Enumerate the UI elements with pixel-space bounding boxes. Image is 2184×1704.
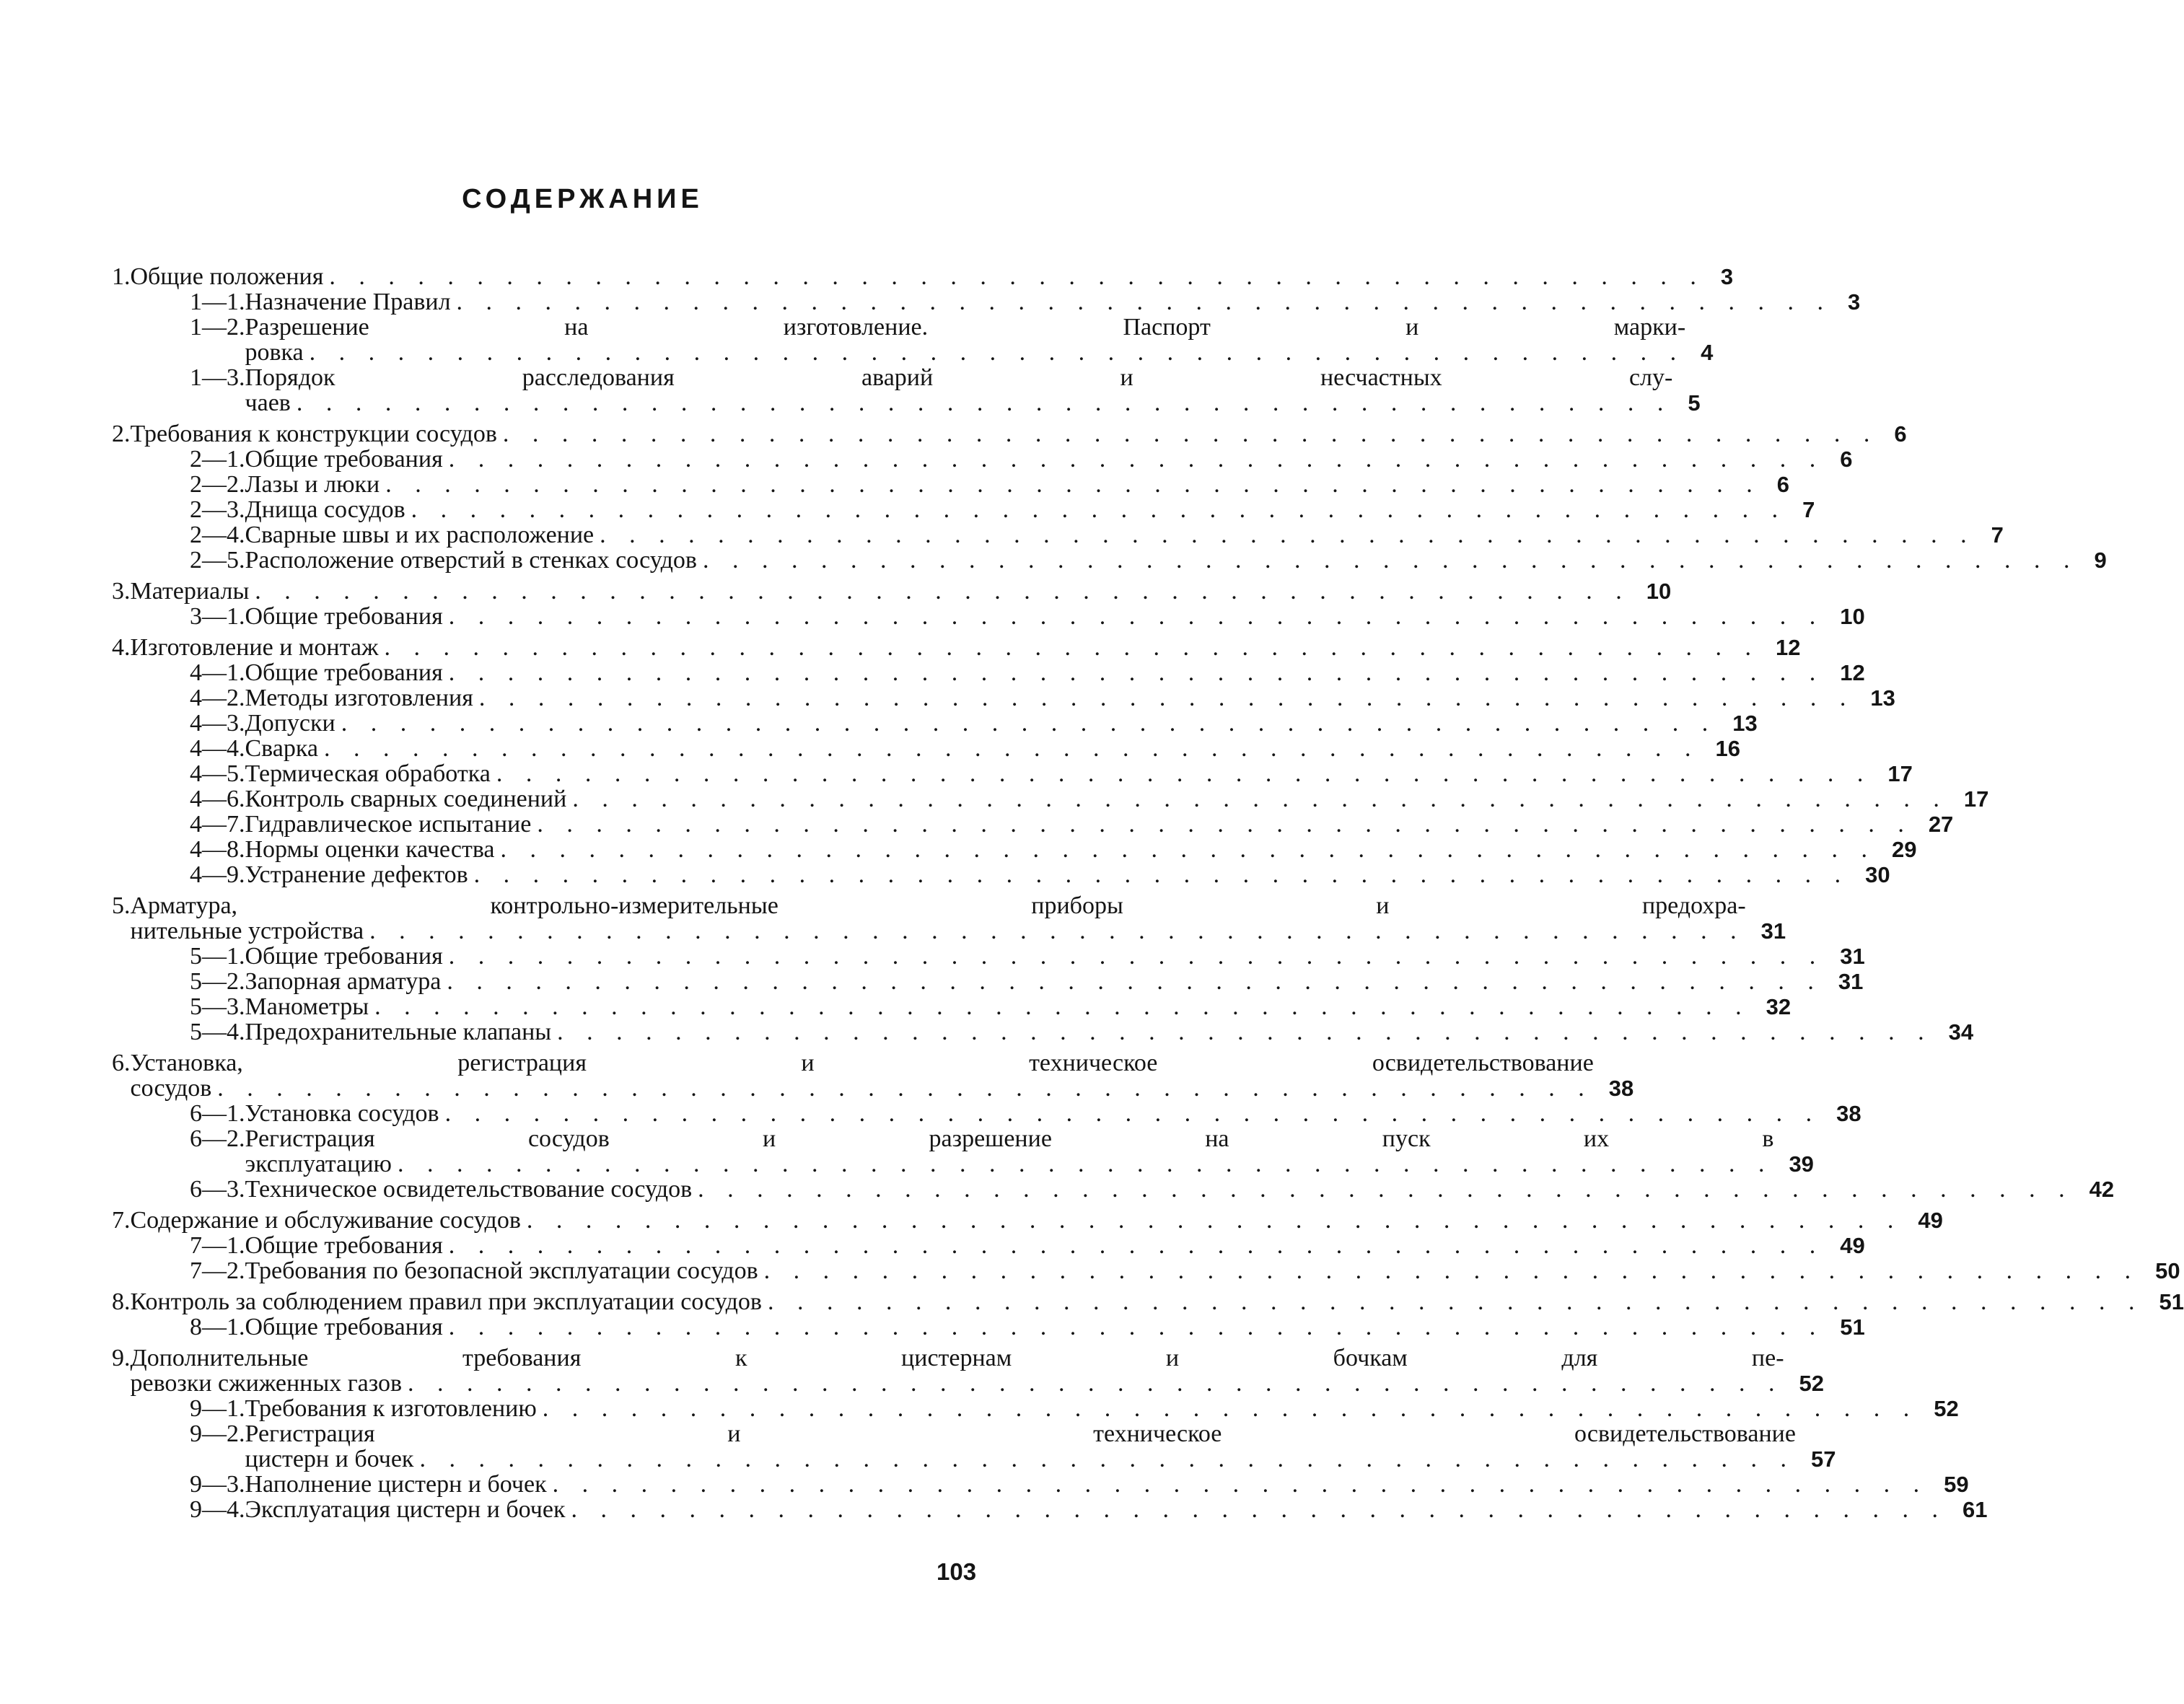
toc-entry-title: Изготовление и монтаж [130, 634, 379, 661]
toc-entry-page: 31 [1840, 944, 1865, 969]
dot-leader: . . . . . . . . . . . . . . . . . . . . . . . . . . . . . . . . . . . . . . . . . . . . . . . [502, 421, 1879, 447]
toc-entry-number: 2—1. [190, 446, 245, 473]
toc-entry-number: 7—2. [190, 1257, 245, 1284]
toc-entry-title: Общие положения [130, 263, 324, 290]
toc-section-entry [112, 892, 1786, 944]
toc-entry-title: Порядок расследования аварий и несчастных слу- [245, 364, 1673, 391]
toc-entry-page: 7 [1991, 522, 2004, 548]
toc-entry-number: 6—3. [190, 1176, 245, 1203]
dot-leader: . . . . . . . . . . . . . . . . . . . . . . . . . . . . . . . . . . . . . . . . . . . . . . . [478, 685, 1855, 711]
toc-entry-title: Техническое освидетельствование сосудов [245, 1176, 693, 1203]
toc-entry-number: 5—4. [190, 1019, 245, 1045]
dot-leader: . . . . . . . . . . . . . . . . . . . . . . . . . . . . . . . . . . . . . . . . . . . . . . . [341, 710, 1717, 737]
toc-entry-number: 5—2. [190, 968, 245, 995]
toc-subsection-entry [112, 811, 1954, 838]
toc-entry-title: Регистрация сосудов и разрешение на пуск их в [245, 1125, 1774, 1152]
toc-entry-title: Допуски [245, 710, 336, 737]
toc-entry-page: 4 [1701, 340, 1714, 365]
toc-entry-title: Установка сосудов [245, 1100, 439, 1127]
toc-entry-page: 51 [2159, 1289, 2184, 1314]
toc-entry-number: 7. [112, 1207, 131, 1234]
toc-entry-title-continued: эксплуатацию [245, 1151, 392, 1177]
dot-leader: . . . . . . . . . . . . . . . . . . . . . . . . . . . . . . . . . . . . . . . . . . . . . . . [557, 1019, 1933, 1045]
toc-subsection-entry [112, 289, 1861, 315]
toc-entry-number: 3. [112, 578, 131, 605]
toc-entry-title-continued: сосудов [130, 1075, 212, 1102]
toc-entry-number: 4—1. [190, 659, 245, 686]
toc-entry-page: 59 [1944, 1472, 1969, 1497]
dot-leader: . . . . . . . . . . . . . . . . . . . . . . . . . . . . . . . . . . . . . . . . . . . . . . . [500, 836, 1877, 863]
toc-subsection-entry [112, 943, 1865, 970]
toc-entry-number: 9—1. [190, 1395, 245, 1422]
toc-subsection-entry [112, 1314, 1865, 1340]
toc-entry-page: 32 [1766, 994, 1792, 1019]
dot-leader: . . . . . . . . . . . . . . . . . . . . . . . . . . . . . . . . . . . . . . . . . . . . . . . [384, 634, 1760, 661]
toc-entry-title: Нормы оценки качества [245, 836, 495, 863]
toc-entry-title: Днища сосудов [245, 496, 405, 523]
toc-entry-title: Сварные швы и их расположение [245, 522, 595, 548]
toc-entry-title: Требования по безопасной эксплуатации сосудов [245, 1257, 758, 1284]
dot-leader: . . . . . . . . . . . . . . . . . . . . . . . . . . . . . . . . . . . . . . . . . . . . . . . [448, 603, 1825, 630]
toc-entry-page: 10 [1840, 604, 1865, 629]
toc-entry-title: Методы изготовления [245, 685, 473, 711]
toc-subsection-entry [112, 471, 1789, 498]
toc-subsection-entry [112, 1019, 1974, 1045]
toc-entry-title: Эксплуатация цистерн и бочек [245, 1496, 566, 1523]
toc-entry-number: 2—4. [190, 522, 245, 548]
toc-entry-number: 1—3. [190, 364, 245, 391]
dot-leader: . . . . . . . . . . . . . . . . . . . . . . . . . . . . . . . . . . . . . . . . . . . . . . . [537, 811, 1913, 838]
toc-entry-number: 2—5. [190, 547, 245, 574]
toc-entry-title: Общие требования [245, 1314, 443, 1340]
dot-leader: . . . . . . . . . . . . . . . . . . . . . . . . . . . . . . . . . . . . . . . . . . . . . . . [329, 263, 1705, 290]
toc-subsection-entry [112, 710, 1758, 737]
toc-entry-page: 10 [1646, 579, 1672, 604]
toc-entry-title: Лазы и люки [245, 471, 380, 498]
table-of-contents [112, 263, 2184, 1523]
toc-subsection-entry [112, 496, 1815, 523]
toc-subsection-entry [112, 735, 1740, 762]
toc-entry-page: 6 [1894, 421, 1907, 447]
toc-entry-title: Контроль сварных соединений [245, 786, 567, 812]
toc-entry-number: 9—3. [190, 1471, 245, 1498]
toc-entry-number: 1—2. [190, 314, 245, 341]
toc-subsection-entry [112, 1395, 1959, 1422]
toc-subsection-entry [112, 786, 1989, 812]
toc-subsection-entry [112, 760, 1913, 787]
toc-entry-page: 30 [1865, 862, 1890, 887]
toc-entry-title: Предохранительные клапаны [245, 1019, 552, 1045]
toc-subsection-entry [112, 1496, 1988, 1523]
dot-leader: . . . . . . . . . . . . . . . . . . . . . . . . . . . . . . . . . . . . . . . . . . . . . . . [448, 1314, 1825, 1340]
toc-subsection-entry [112, 861, 1890, 888]
toc-entry-page: 39 [1789, 1151, 1814, 1177]
dot-leader: . . . . . . . . . . . . . . . . . . . . . . . . . . . . . . . . . . . . . . . . . . . . . . . [444, 1100, 1821, 1127]
toc-entry-number: 4—7. [190, 811, 245, 838]
dot-leader: . . . . . . . . . . . . . . . . . . . . . . . . . . . . . . . . . . . . . . . . . . . . . . . [526, 1207, 1903, 1234]
toc-entry-number: 3—1. [190, 603, 245, 630]
toc-entry-number: 9—2. [190, 1420, 245, 1447]
toc-entry-title: Установка, регистрация и техническое освидетельствование [130, 1050, 1594, 1076]
dot-leader: . . . . . . . . . . . . . . . . . . . . . . . . . . . . . . . . . . . . . . . . . . . . . . . [698, 1176, 2074, 1203]
toc-entry-title: Расположение отверстий в стенках сосудов [245, 547, 697, 574]
toc-entry-number: 7—1. [190, 1232, 245, 1259]
toc-entry-page: 12 [1775, 635, 1801, 660]
toc-subsection-entry [112, 522, 2004, 548]
toc-entry-page: 50 [2155, 1258, 2180, 1283]
toc-entry-page: 13 [1870, 685, 1895, 711]
toc-entry-title-continued: нительные устройства [130, 918, 364, 944]
toc-subsection-entry [112, 685, 1895, 711]
toc-entry-number: 4—5. [190, 760, 245, 787]
toc-entry-page: 51 [1840, 1314, 1865, 1340]
toc-entry-title: Назначение Правил [245, 289, 451, 315]
dot-leader: . . . . . . . . . . . . . . . . . . . . . . . . . . . . . . . . . . . . . . . . . . . . . . . [571, 1496, 1947, 1523]
toc-entry-title: Общие требования [245, 659, 443, 686]
toc-entry-page: 3 [1720, 264, 1734, 289]
toc-entry-title: Гидравлическое испытание [245, 811, 532, 838]
toc-entry-number: 8—1. [190, 1314, 245, 1340]
toc-entry-number: 1—1. [190, 289, 245, 315]
toc-entry-number: 6. [112, 1050, 131, 1076]
toc-entry-number: 4—2. [190, 685, 245, 711]
toc-subsection-entry [112, 1176, 2115, 1203]
dot-leader: . . . . . . . . . . . . . . . . . . . . . . . . . . . . . . . . . . . . . . . . . . . . . . . [542, 1395, 1918, 1422]
toc-entry-page: 7 [1802, 497, 1815, 522]
toc-entry-number: 2—2. [190, 471, 245, 498]
toc-section-entry [112, 1345, 1825, 1397]
dot-leader: . . . . . . . . . . . . . . . . . . . . . . . . . . . . . . . . . . . . . . . . . . . . . . . [408, 1370, 1784, 1397]
dot-leader: . . . . . . . . . . . . . . . . . . . . . . . . . . . . . . . . . . . . . . . . . . . . . . . [296, 390, 1672, 416]
dot-leader: . . . . . . . . . . . . . . . . . . . . . . . . . . . . . . . . . . . . . . . . . . . . . . . [702, 547, 2079, 574]
dot-leader: . . . . . . . . . . . . . . . . . . . . . . . . . . . . . . . . . . . . . . . . . . . . . . . [448, 1232, 1825, 1259]
dot-leader: . . . . . . . . . . . . . . . . . . . . . . . . . . . . . . . . . . . . . . . . . . . . . . . [456, 289, 1833, 315]
toc-entry-title: Регистрация и техническое освидетельствование [245, 1420, 1796, 1447]
dot-leader: . . . . . . . . . . . . . . . . . . . . . . . . . . . . . . . . . . . . . . . . . . . . . . . [552, 1471, 1929, 1498]
toc-subsection-entry [112, 968, 1864, 995]
dot-leader: . . . . . . . . . . . . . . . . . . . . . . . . . . . . . . . . . . . . . . . . . . . . . . . [447, 968, 1823, 995]
toc-entry-title: Устранение дефектов [245, 861, 468, 888]
toc-entry-number: 5—1. [190, 943, 245, 970]
toc-entry-number: 4—4. [190, 735, 245, 762]
toc-entry-page: 6 [1776, 472, 1789, 497]
toc-entry-page: 38 [1608, 1076, 1634, 1101]
toc-entry-title-continued: ровка [245, 339, 304, 366]
toc-entry-title: Требования к конструкции сосудов [130, 421, 497, 447]
toc-entry-number: 4. [112, 634, 131, 661]
toc-subsection-entry [112, 1232, 1865, 1259]
toc-entry-page: 9 [2094, 548, 2107, 573]
toc-entry-title: Сварка [245, 735, 318, 762]
toc-entry-number: 6—2. [190, 1125, 245, 1152]
dot-leader: . . . . . . . . . . . . . . . . . . . . . . . . . . . . . . . . . . . . . . . . . . . . . . . [323, 735, 1700, 762]
toc-entry-title: Содержание и обслуживание сосудов [130, 1207, 521, 1234]
toc-subsection-entry [112, 547, 2107, 574]
toc-entry-page: 61 [1962, 1497, 1988, 1522]
toc-entry-page: 38 [1836, 1101, 1861, 1126]
toc-entry-number: 4—6. [190, 786, 245, 812]
toc-entry-page: 31 [1838, 969, 1864, 994]
toc-entry-page: 49 [1918, 1208, 1943, 1233]
toc-entry-title: Арматура, контрольно-измерительные приборы и предохра- [130, 892, 1746, 919]
toc-entry-number: 9—4. [190, 1496, 245, 1523]
toc-entry-title: Дополнительные требования к цистернам и бочкам для пе- [130, 1345, 1784, 1371]
toc-section-entry [112, 421, 1907, 447]
toc-entry-page: 27 [1928, 812, 1954, 837]
toc-entry-number: 5. [112, 892, 131, 919]
dot-leader: . . . . . . . . . . . . . . . . . . . . . . . . . . . . . . . . . . . . . . . . . . . . . . . [448, 446, 1825, 473]
toc-entry-title: Требования к изготовлению [245, 1395, 537, 1422]
toc-entry-title-continued: чаев [245, 390, 291, 416]
toc-section-entry [112, 263, 1734, 290]
toc-entry-page: 49 [1840, 1233, 1865, 1258]
toc-entry-page: 52 [1934, 1396, 1959, 1421]
dot-leader: . . . . . . . . . . . . . . . . . . . . . . . . . . . . . . . . . . . . . . . . . . . . . . . [369, 918, 1745, 944]
toc-entry-page: 29 [1892, 837, 1917, 862]
toc-entry-title-continued: цистерн и бочек [245, 1446, 414, 1472]
toc-subsection-entry [112, 993, 1792, 1020]
dot-leader: . . . . . . . . . . . . . . . . . . . . . . . . . . . . . . . . . . . . . . . . . . . . . . . [419, 1446, 1795, 1472]
toc-entry-title: Наполнение цистерн и бочек [245, 1471, 547, 1498]
toc-subsection-entry [112, 1257, 2180, 1284]
toc-subsection-entry [112, 364, 1701, 416]
toc-entry-title-continued: ревозки сжиженных газов [130, 1370, 403, 1397]
toc-entry-page: 17 [1887, 761, 1913, 786]
toc-subsection-entry [112, 603, 1865, 630]
toc-entry-page: 42 [2089, 1177, 2115, 1202]
toc-section-entry [112, 1207, 1943, 1234]
toc-section-entry [112, 578, 1672, 605]
dot-leader: . . . . . . . . . . . . . . . . . . . . . . . . . . . . . . . . . . . . . . . . . . . . . . . [411, 496, 1787, 523]
dot-leader: . . . . . . . . . . . . . . . . . . . . . . . . . . . . . . . . . . . . . . . . . . . . . . . [767, 1288, 2144, 1315]
toc-entry-title: Общие требования [245, 1232, 443, 1259]
toc-entry-number: 6—1. [190, 1100, 245, 1127]
page-title: СОДЕРЖАНИЕ [462, 184, 703, 214]
dot-leader: . . . . . . . . . . . . . . . . . . . . . . . . . . . . . . . . . . . . . . . . . . . . . . . [448, 659, 1825, 686]
page-number: 103 [937, 1558, 977, 1585]
toc-entry-page: 3 [1848, 289, 1861, 315]
toc-entry-title: Общие требования [245, 603, 443, 630]
dot-leader: . . . . . . . . . . . . . . . . . . . . . . . . . . . . . . . . . . . . . . . . . . . . . . . [255, 578, 1631, 605]
toc-subsection-entry [112, 446, 1853, 473]
toc-entry-title: Материалы [130, 578, 250, 605]
toc-entry-page: 31 [1760, 918, 1786, 944]
toc-subsection-entry [112, 1471, 1969, 1498]
toc-entry-page: 6 [1840, 447, 1853, 472]
toc-entry-number: 1. [112, 263, 131, 290]
dot-leader: . . . . . . . . . . . . . . . . . . . . . . . . . . . . . . . . . . . . . . . . . . . . . . . [600, 522, 1975, 548]
toc-subsection-entry [112, 836, 1917, 863]
toc-entry-title: Общие требования [245, 446, 443, 473]
toc-subsection-entry [112, 659, 1865, 686]
toc-subsection-entry [112, 1125, 1814, 1177]
toc-entry-page: 52 [1799, 1371, 1825, 1396]
toc-entry-title: Общие требования [245, 943, 443, 970]
toc-section-entry [112, 1050, 1634, 1102]
toc-entry-number: 4—8. [190, 836, 245, 863]
toc-section-entry [112, 634, 1801, 661]
toc-entry-page: 16 [1715, 736, 1740, 761]
toc-entry-number: 2. [112, 421, 131, 447]
toc-entry-page: 17 [1963, 786, 1989, 812]
toc-entry-title: Манометры [245, 993, 369, 1020]
toc-section-entry [112, 1288, 2184, 1315]
dot-leader: . . . . . . . . . . . . . . . . . . . . . . . . . . . . . . . . . . . . . . . . . . . . . . . [397, 1151, 1773, 1177]
toc-entry-title: Термическая обработка [245, 760, 491, 787]
toc-entry-page: 34 [1948, 1019, 1974, 1045]
toc-entry-page: 57 [1810, 1446, 1836, 1472]
toc-entry-page: 13 [1732, 711, 1758, 736]
dot-leader: . . . . . . . . . . . . . . . . . . . . . . . . . . . . . . . . . . . . . . . . . . . . . . . [572, 786, 1948, 812]
dot-leader: . . . . . . . . . . . . . . . . . . . . . . . . . . . . . . . . . . . . . . . . . . . . . . . [309, 339, 1685, 366]
dot-leader: . . . . . . . . . . . . . . . . . . . . . . . . . . . . . . . . . . . . . . . . . . . . . . . [374, 993, 1750, 1020]
dot-leader: . . . . . . . . . . . . . . . . . . . . . . . . . . . . . . . . . . . . . . . . . . . . . . . [217, 1075, 1593, 1102]
toc-entry-title: Запорная арматура [245, 968, 442, 995]
dot-leader: . . . . . . . . . . . . . . . . . . . . . . . . . . . . . . . . . . . . . . . . . . . . . . . [496, 760, 1872, 787]
toc-entry-number: 9. [112, 1345, 131, 1371]
toc-entry-number: 8. [112, 1288, 131, 1315]
toc-entry-page: 12 [1840, 660, 1865, 685]
dot-leader: . . . . . . . . . . . . . . . . . . . . . . . . . . . . . . . . . . . . . . . . . . . . . . . [763, 1257, 2140, 1284]
toc-subsection-entry [112, 314, 1714, 366]
dot-leader: . . . . . . . . . . . . . . . . . . . . . . . . . . . . . . . . . . . . . . . . . . . . . . . [385, 471, 1761, 498]
dot-leader: . . . . . . . . . . . . . . . . . . . . . . . . . . . . . . . . . . . . . . . . . . . . . . . [473, 861, 1850, 888]
toc-entry-title: Контроль за соблюдением правил при эксплуатации сосудов [130, 1288, 762, 1315]
toc-entry-page: 5 [1688, 390, 1701, 416]
toc-entry-number: 5—3. [190, 993, 245, 1020]
toc-subsection-entry [112, 1420, 1836, 1472]
dot-leader: . . . . . . . . . . . . . . . . . . . . . . . . . . . . . . . . . . . . . . . . . . . . . . . [448, 943, 1825, 970]
toc-entry-number: 2—3. [190, 496, 245, 523]
toc-subsection-entry [112, 1100, 1861, 1127]
toc-entry-number: 4—3. [190, 710, 245, 737]
toc-entry-title: Разрешение на изготовление. Паспорт и марки- [245, 314, 1686, 341]
toc-entry-number: 4—9. [190, 861, 245, 888]
